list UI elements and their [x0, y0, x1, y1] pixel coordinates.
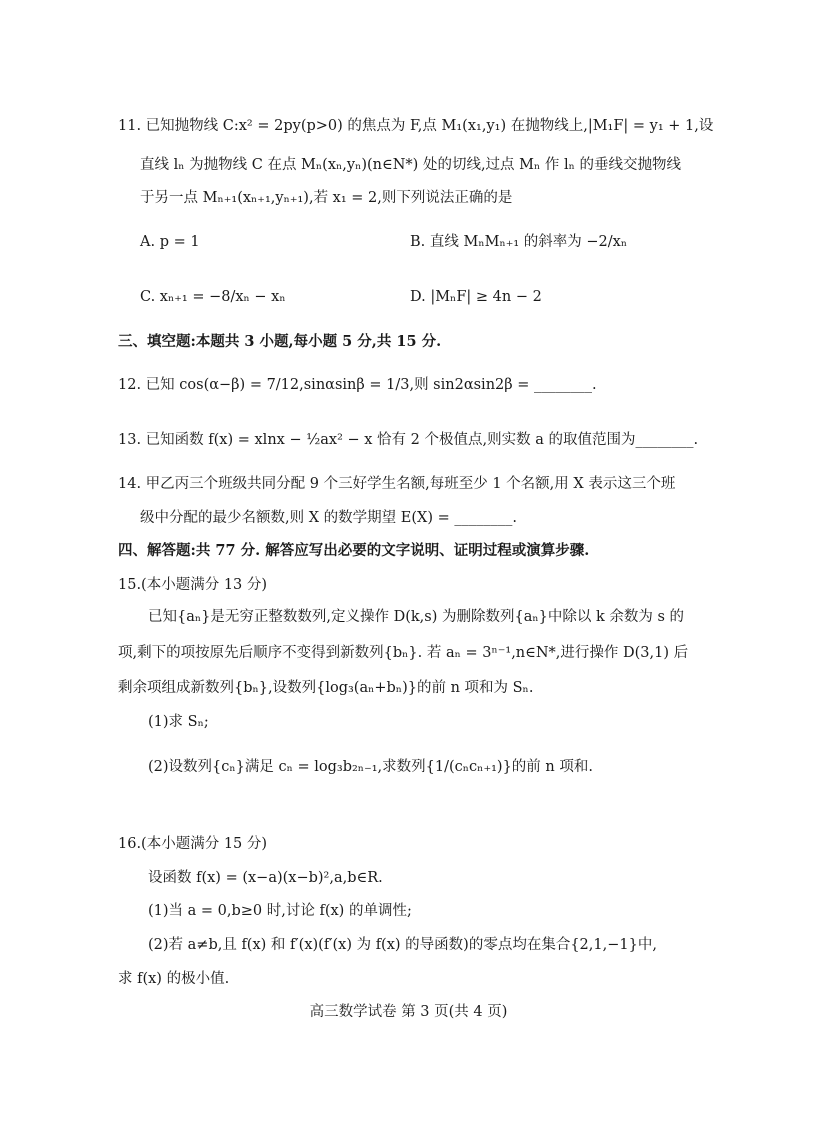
q16-part2: (2)若 a≠b,且 f(x) 和 f′(x)(f′(x) 为 f(x) 的导函数)的零点均在集合{2,1,−1}中,: [148, 937, 657, 953]
q15-part2: (2)设数列{cₙ}满足 cₙ = log₃b₂ₙ₋₁,求数列{1/(cₙcₙ₊₁)}的前 n 项和.: [148, 759, 593, 775]
q11-option-d: D. |MₙF| ≥ 4n − 2: [410, 289, 542, 305]
q15-line1: 已知{aₙ}是无穷正整数数列,定义操作 D(k,s) 为删除数列{aₙ}中除以 k 余数为 s 的: [148, 609, 685, 625]
q16-part2-continued: 求 f(x) 的极小值.: [118, 971, 230, 987]
q16-part1: (1)当 a = 0,b≥0 时,讨论 f(x) 的单调性;: [148, 903, 412, 919]
q11-option-c: C. xₙ₊₁ = −8/xₙ − xₙ: [140, 289, 286, 305]
q13: 13. 已知函数 f(x) = xlnx − ½ax² − x 恰有 2 个极值点,则实数 a 的取值范围为________.: [118, 432, 699, 448]
q15-line3: 剩余项组成新数列{bₙ},设数列{log₃(aₙ+bₙ)}的前 n 项和为 Sₙ.: [118, 680, 534, 696]
q11-line3: 于另一点 Mₙ₊₁(xₙ₊₁,yₙ₊₁),若 x₁ = 2,则下列说法正确的是: [140, 190, 513, 206]
page-footer: 高三数学试卷 第 3 页(共 4 页): [309, 1004, 508, 1020]
section-4-heading: 四、解答题:共 77 分. 解答应写出必要的文字说明、证明过程或演算步骤.: [118, 542, 590, 559]
q11-line2: 直线 lₙ 为抛物线 C 在点 Mₙ(xₙ,yₙ)(n∈N*) 处的切线,过点 Mₙ 作 lₙ 的垂线交抛物线: [140, 157, 682, 173]
q11-option-a: A. p = 1: [140, 234, 200, 250]
q16-header: 16.(本小题满分 15 分): [118, 836, 268, 852]
q11-line1: 11. 已知抛物线 C:x² = 2py(p>0) 的焦点为 F,点 M₁(x₁,y₁) 在抛物线上,|M₁F| = y₁ + 1,设: [118, 118, 714, 134]
q15-part1: (1)求 Sₙ;: [148, 714, 209, 730]
q12: 12. 已知 cos(α−β) = 7/12,sinαsinβ = 1/3,则 sin2αsin2β = ________.: [118, 377, 597, 393]
q11-option-b: B. 直线 MₙMₙ₊₁ 的斜率为 −2/xₙ: [410, 234, 628, 250]
q16-line1: 设函数 f(x) = (x−a)(x−b)²,a,b∈R.: [148, 870, 383, 886]
q14-line2: 级中分配的最少名额数,则 X 的数学期望 E(X) = ________.: [140, 510, 517, 526]
q14-line1: 14. 甲乙丙三个班级共同分配 9 个三好学生名额,每班至少 1 个名额,用 X 表示这三个班: [118, 476, 676, 492]
q15-header: 15.(本小题满分 13 分): [118, 577, 268, 593]
q15-line2: 项,剩下的项按原先后顺序不变得到新数列{bₙ}. 若 aₙ = 3ⁿ⁻¹,n∈N*,进行操作 D(3,1) 后: [118, 645, 689, 661]
section-3-heading: 三、填空题:本题共 3 小题,每小题 5 分,共 15 分.: [118, 333, 442, 350]
